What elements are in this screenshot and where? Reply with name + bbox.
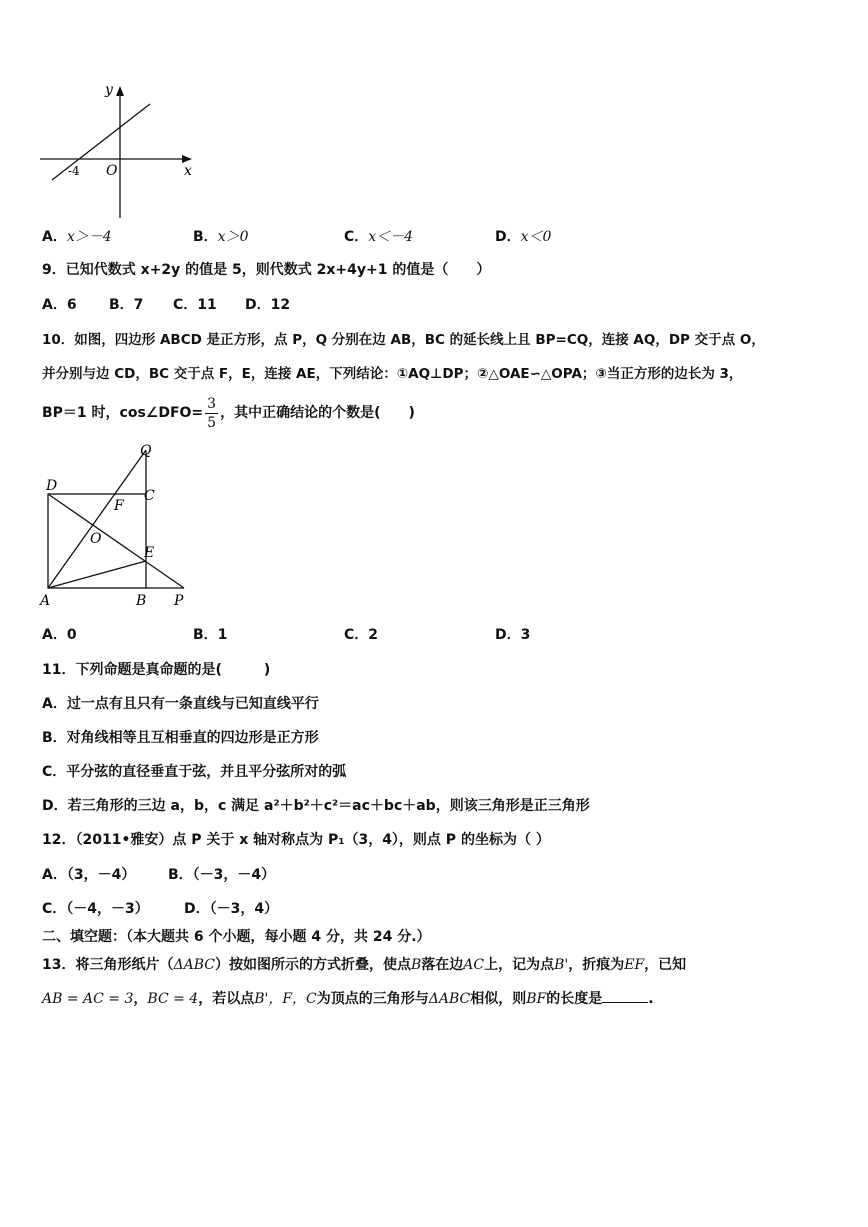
q10-fraction: $\frac{3}{5}$ [207, 395, 217, 431]
q13-line2: AB = AC = 3，BC = 4，若以点B'，F，C为顶点的三角形与ΔABC相似，则BF的长度是 . [42, 988, 654, 1009]
q10-option-d: D．3 [495, 627, 531, 643]
label-d: D [46, 478, 58, 494]
q8-option-b: B．x＞0 [193, 229, 249, 245]
label-e: E [144, 545, 155, 561]
q8-option-c: C．x＜－4 [344, 229, 414, 245]
q10-line3-post: ，其中正确结论的个数是( ) [220, 405, 415, 421]
q9-stem: 9．已知代数式 x+2y 的值是 5，则代数式 2x+4y+1 的值是（ ） [42, 262, 491, 278]
q9-option-b: B．7 [109, 297, 144, 313]
q8-option-d: D．x＜0 [495, 229, 552, 245]
function-line [52, 104, 150, 180]
q10-option-b: B．1 [193, 627, 228, 643]
q11-option-c: C．平分弦的直径垂直于弦，并且平分弦所对的弧 [42, 764, 347, 780]
q9-option-a: A．6 [42, 297, 77, 313]
q8-option-a: A．x＞－4 [42, 229, 112, 245]
label-o: O [90, 531, 102, 547]
section-fill-blank-heading: 二、填空题：（本大题共 6 个小题，每小题 4 分，共 24 分.） [42, 929, 431, 945]
q10-option-c: C．2 [344, 627, 379, 643]
label-f: F [114, 498, 124, 514]
q10-option-a: A．0 [42, 627, 77, 643]
q10-line2: 并分别与边 CD，BC 交于点 F，E，连接 AE，下列结论：①AQ⊥DP；②△OAE∽△OPA；③当正方形的边长为 3， [42, 366, 743, 382]
linear-function-graph [36, 78, 206, 223]
q9-option-d: D．12 [245, 297, 291, 313]
square-abcd-figure [36, 440, 196, 610]
q10-line1: 10．如图，四边形 ABCD 是正方形，点 P，Q 分别在边 AB，BC 的延长线上且 BP=CQ，连接 AQ，DP 交于点 O， [42, 332, 765, 348]
q12-option-a: A．（3，－4） [42, 867, 136, 883]
q10-line3-pre: BP＝1 时，cos∠DFO= [42, 405, 204, 421]
q11-option-a: A．过一点有且只有一条直线与已知直线平行 [42, 696, 319, 712]
x-axis-label: x [184, 163, 192, 179]
y-axis-arrow [116, 86, 124, 96]
y-axis-label: y [105, 82, 113, 98]
q11-option-b: B．对角线相等且互相垂直的四边形是正方形 [42, 730, 319, 746]
tick-label: -4 [68, 164, 80, 178]
origin-label: O [106, 163, 118, 179]
q12-stem: 12．（2011•雅安）点 P 关于 x 轴对称点为 P₁（3，4），则点 P 的坐标为（ ） [42, 832, 550, 848]
q12-option-d: D．（－3，4） [184, 901, 279, 917]
q13-line1: 13．将三角形纸片（ΔABC）按如图所示的方式折叠，使点B落在边AC上，记为点B'，折痕为EF，已知 [42, 957, 687, 973]
q12-option-b: B．（－3，－4） [168, 867, 276, 883]
label-q: Q [140, 443, 152, 459]
q11-stem: 11．下列命题是真命题的是( ) [42, 662, 271, 678]
label-b: B [136, 593, 147, 609]
label-c: C [144, 488, 155, 504]
answer-blank [602, 988, 648, 1003]
label-a: A [40, 593, 51, 609]
q12-option-c: C．（－4，－3） [42, 901, 149, 917]
x-axis-arrow [182, 155, 192, 163]
q11-option-d: D．若三角形的三边 a，b，c 满足 a²＋b²＋c²＝ac＋bc＋ab，则该三角形是正三角形 [42, 798, 590, 814]
label-p: P [174, 593, 184, 609]
q10-line3 [42, 390, 415, 436]
q9-option-c: C．11 [173, 297, 217, 313]
